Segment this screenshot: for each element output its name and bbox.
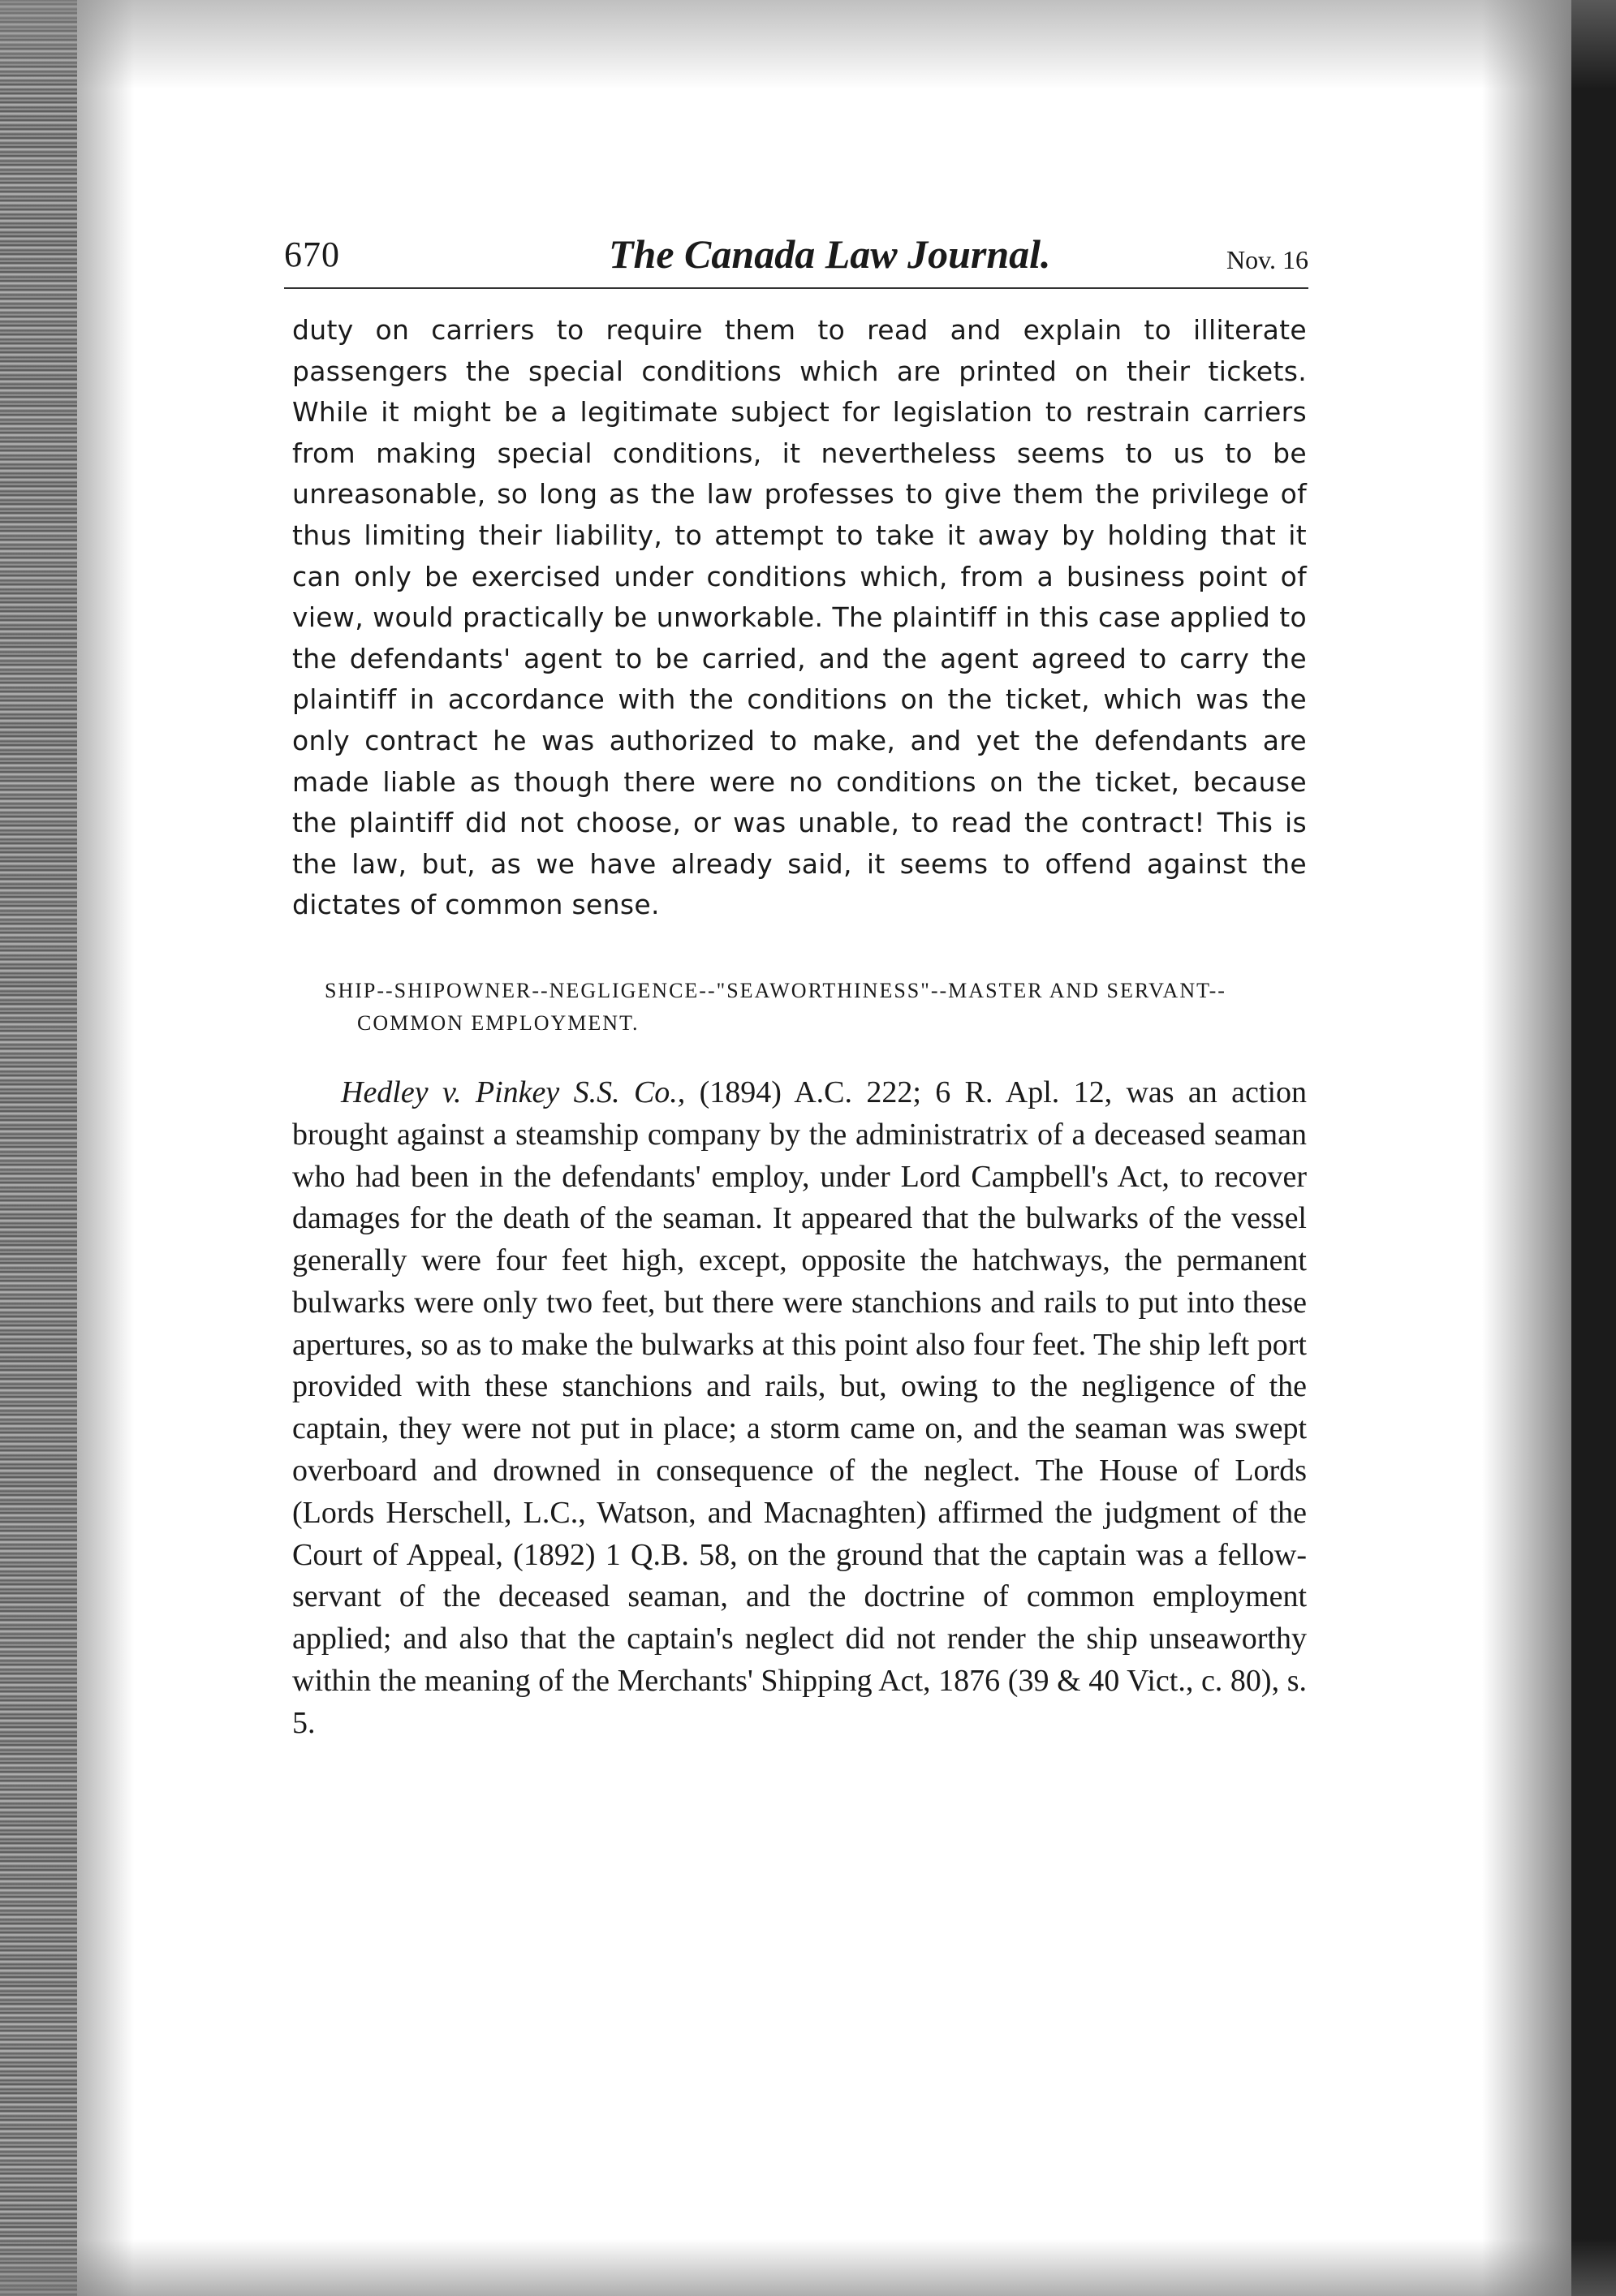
commentary-paragraph: duty on carriers to require them to read and explain to illiterate passengers the special conditions which are printed on their tickets. While it might be a legitimate subject for legislation to restrain carriers from making special conditions, it nevertheless seems to us to be unreasonable, so long as the law professes to give them the privilege of thus limiting their liability, to attempt to take it away by holding that it can only be exercised under conditions which, from a business point of view, would practically be unworkable. The plaintiff in this case applied to the defendants' agent to be carried, and the agent agreed to carry the plaintiff in accordance with the conditions on the ticket, which was the only contract he was authorized to make, and yet the defendants are made liable as though there were no conditions on the ticket, because the plaintiff did not choose, or was unable, to read the contract! This is the law, but, as we have already said, it seems to offend against the dictates of common sense. xyxy=(292,314,1307,921)
case-summary-text: (1894) A.C. 222; 6 R. Apl. 12, was an action brought against a steamship company by the administratrix of a deceased seaman who had been in the defendants' employ, under Lord Campbell's Act, to recover damages for the death of the seaman. It appeared that the bulwarks of the vessel generally were four feet high, except, opposite the hatchways, the permanent bulwarks were only two feet, but there were stanchions and rails to put into these apertures, so as to make the bulwarks at this point also four feet. The ship left port provided with these stanchions and rails, but, owing to the negligence of the captain, they were not put in place; a storm came on, and the seaman was swept overboard and drowned in consequence of the neglect. The House of Lords (Lords Herschell, L.C., Watson, and Macnaghten) affirmed the judgment of the Court of Appeal, (1892) 1 Q.B. 58, on the ground that the captain was a fellow-servant of the deceased seaman, and the doctrine of common employment applied; and also that the captain's neglect did not render the ship unseaworthy within the meaning of the Merchants' Shipping Act, 1876 (39 & 40 Vict., c. 80), s. 5. xyxy=(292,1075,1307,1740)
case-heading-line-1: SHIP--SHIPOWNER--NEGLIGENCE--"SEAWORTHINESS"--MASTER AND SERVANT-- xyxy=(325,978,1226,1002)
scan-shadow-right-fade xyxy=(1482,0,1571,2296)
case-summary-paragraph xyxy=(292,1072,1307,1745)
page-number: 670 xyxy=(284,235,340,274)
header-rule xyxy=(284,287,1308,289)
issue-date: Nov. 16 xyxy=(1226,245,1308,274)
case-heading-line-2: COMMON EMPLOYMENT. xyxy=(357,1010,640,1035)
case-name: Hedley v. Pinkey S.S. Co., xyxy=(341,1075,686,1109)
scan-shadow-bottom xyxy=(0,2239,1616,2296)
case-heading xyxy=(292,975,1307,1040)
page-header xyxy=(284,227,1308,292)
scan-shadow-left xyxy=(0,0,77,2296)
page-body xyxy=(292,310,1307,1745)
scan-shadow-top xyxy=(0,0,1616,89)
scan-shadow-left-fade xyxy=(77,0,134,2296)
scan-shadow-right xyxy=(1571,0,1616,2296)
journal-title: The Canada Law Journal. xyxy=(609,231,1051,277)
